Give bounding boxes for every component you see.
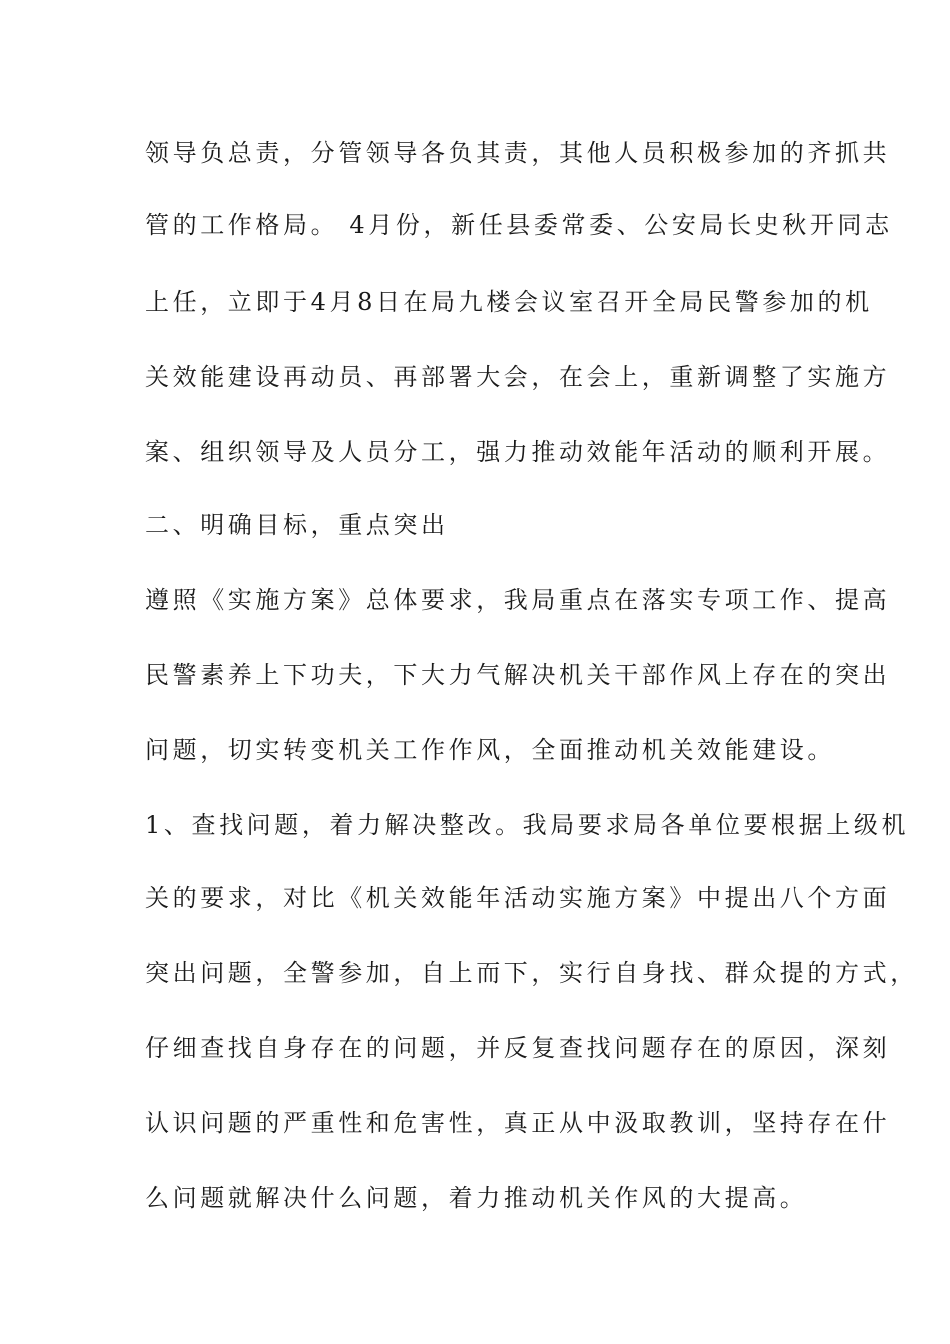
paragraph-line: 遵照《实施方案》总体要求，我局重点在落实专项工作、提高 — [145, 586, 891, 614]
paragraph-line: 上任，立即于4月8日在局九楼会议室召开全局民警参加的机 — [145, 288, 873, 316]
paragraph-line: 1、查找问题，着力解决整改。我局要求局各单位要根据上级机 — [145, 811, 910, 839]
paragraph-line: 认识问题的严重性和危害性，真正从中汲取教训，坚持存在什 — [145, 1109, 891, 1137]
paragraph-line: 突出问题，全警参加，自上而下，实行自身找、群众提的方式， — [145, 959, 918, 987]
paragraph-line: 关效能建设再动员、再部署大会，在会上，重新调整了实施方 — [145, 363, 891, 391]
paragraph-line: 问题，切实转变机关工作作风，全面推动机关效能建设。 — [145, 736, 835, 764]
paragraph-line: 么问题就解决什么问题，着力推动机关作风的大提高。 — [145, 1184, 808, 1212]
section-heading: 二、明确目标，重点突出 — [145, 511, 449, 539]
paragraph-line: 民警素养上下功夫，下大力气解决机关干部作风上存在的突出 — [145, 661, 891, 689]
paragraph-line: 仔细查找自身存在的问题，并反复查找问题存在的原因，深刻 — [145, 1034, 891, 1062]
paragraph-line: 案、组织领导及人员分工，强力推动效能年活动的顺利开展。 — [145, 438, 891, 466]
paragraph-line: 关的要求，对比《机关效能年活动实施方案》中提出八个方面 — [145, 884, 891, 912]
paragraph-line: 管的工作格局。 4月份，新任县委常委、公安局长史秋开同志 — [145, 211, 893, 239]
paragraph-line: 领导负总责，分管领导各负其责，其他人员积极参加的齐抓共 — [145, 139, 891, 167]
